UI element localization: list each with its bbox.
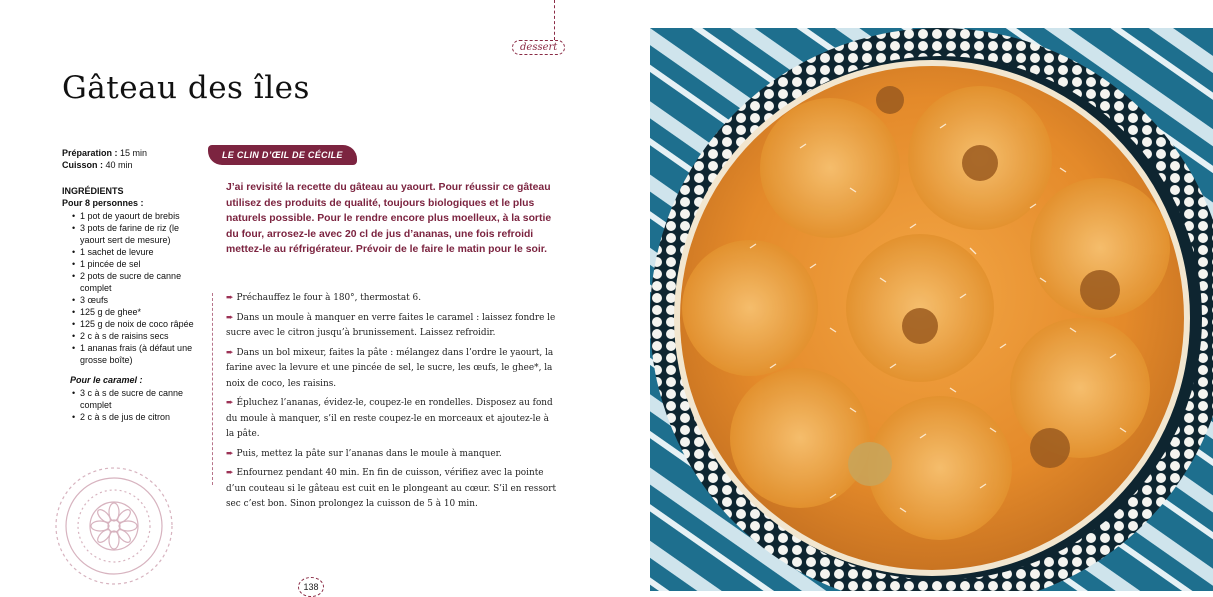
- step-item: [226, 311, 558, 342]
- tip-text: J’ai revisité la recette du gâteau au yaourt. Pour réussir ce gâteau utilisez des produits de qualité, toujours biologiques et le plus naturels possible. Pour le rendre encore plus moelleux, à la sortie du four, arrosez-le avec 20 cl de jus d’ananas, une fois refroidi mettez-le au réfrigérateur. Prévoir de le faire le matin pour le soir.: [226, 182, 552, 255]
- page-number: 138: [298, 577, 324, 597]
- cook-value: 40 min: [103, 160, 133, 170]
- servings-label: Pour 8 personnes :: [62, 198, 144, 208]
- prep-value: 15 min: [117, 148, 148, 158]
- recipe-meta: [62, 147, 147, 171]
- floral-ornament-icon: [52, 464, 176, 588]
- arrow-right-icon: ➨: [226, 448, 234, 459]
- category-tag: dessert: [512, 40, 565, 55]
- cake-photo: [650, 28, 1213, 591]
- arrow-right-icon: ➨: [226, 398, 234, 408]
- cook-label: Cuisson :: [62, 160, 104, 170]
- step-text: Enfournez pendant 40 min. En fin de cuisson, vérifiez avec la pointe d’un couteau si le gâteau est cuit en le plongeant au cœur. S’il en ressort sec c’est bon. Sinon prolongez la cuisson de 5 à 10 min.: [226, 468, 557, 509]
- step-item: [226, 447, 558, 463]
- prep-time: [62, 147, 147, 159]
- recipe-title: Gâteau des îles: [62, 70, 310, 106]
- right-page: [640, 0, 1213, 591]
- ingredient-item: • 125 g de noix de coco râpée: [62, 318, 202, 330]
- tip-badge: LE CLIN D’ŒIL DE CÉCILE: [208, 145, 357, 165]
- step-text: Dans un bol mixeur, faites la pâte : mélangez dans l’ordre le yaourt, la farine avec la levure et une pincée de sel, le sucre, les œufs, le ghee*, la noix de coco, les raisins.: [226, 347, 554, 389]
- steps-divider: [212, 293, 213, 485]
- ingredient-item: • 1 ananas frais (à défaut une grosse boîte): [62, 342, 202, 366]
- ingredient-item: • 125 g de ghee*: [62, 306, 202, 318]
- ingredient-item: • 3 pots de farine de riz (le yaourt sert de mesure): [62, 222, 202, 246]
- arrow-right-icon: ➨: [226, 312, 234, 323]
- arrow-right-icon: ➨: [226, 293, 234, 303]
- ingredient-item: • 2 c à s de raisins secs: [62, 330, 202, 342]
- steps-list: [226, 291, 558, 517]
- step-item: [226, 466, 558, 513]
- ingredients-heading: INGRÉDIENTS: [62, 186, 124, 196]
- step-item: [226, 346, 558, 393]
- ingredient-item: • 2 pots de sucre de canne complet: [62, 270, 202, 294]
- caramel-heading: Pour le caramel :: [70, 375, 143, 385]
- ingredient-item: • 1 pot de yaourt de brebis: [62, 210, 202, 222]
- ingredients-section: [62, 185, 202, 423]
- ingredient-item: • 3 œufs: [62, 294, 202, 306]
- arrow-right-icon: ➨: [226, 468, 234, 478]
- cook-time: [62, 159, 147, 171]
- step-item: [226, 291, 558, 307]
- arrow-right-icon: ➨: [226, 347, 234, 358]
- step-text: Épluchez l’ananas, évidez-le, coupez-le en rondelles. Disposez au fond du moule à manquer, s’il en reste coupez-le en morceaux et ajoutez-le à la pâte.: [226, 398, 553, 439]
- top-dashed-line: [554, 0, 555, 40]
- ingredients-list: [62, 210, 202, 366]
- caramel-item: • 3 c à s de sucre de canne complet: [62, 387, 202, 411]
- step-text: Dans un moule à manquer en verre faites le caramel : laissez fondre le sucre avec le citron jusqu’à brunissement. Laissez refroidir.: [226, 312, 556, 338]
- ingredient-item: • 1 sachet de levure: [62, 246, 202, 258]
- prep-label: Préparation :: [62, 148, 118, 158]
- caramel-list: [62, 387, 202, 423]
- step-text: Puis, mettez la pâte sur l’ananas dans le moule à manquer.: [236, 448, 502, 459]
- step-text: Préchauffez le four à 180°, thermostat 6.: [236, 293, 422, 303]
- caramel-item: • 2 c à s de jus de citron: [62, 411, 202, 423]
- step-item: [226, 396, 558, 443]
- ingredient-item: • 1 pincée de sel: [62, 258, 202, 270]
